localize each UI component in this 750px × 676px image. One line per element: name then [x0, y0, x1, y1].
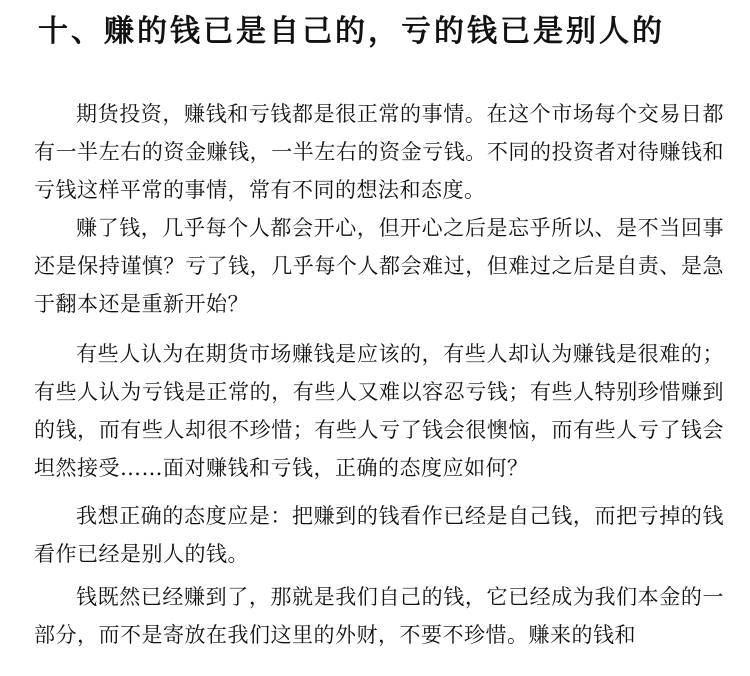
paragraph-3: 有些人认为在期货市场赚钱是应该的，有些人却认为赚钱是很难的；有些人认为亏钱是正常的，有些人又难以容忍亏钱；有些人特别珍惜赚到的钱，而有些人却很不珍惜；有些人亏了钱会很懊恼，而有些人亏了钱会坦然接受……面对赚钱和亏钱，正确的态度应如何？: [34, 342, 724, 480]
paragraph-2: 赚了钱，几乎每个人都会开心，但开心之后是忘乎所以、是不当回事还是保持谨慎？亏了钱，几乎每个人都会难过，但难过之后是自责、是急于翻本还是重新开始？: [34, 216, 724, 316]
paragraph-4: 我想正确的态度应是：把赚到的钱看作已经是自己钱，而把亏掉的钱看作已经是别人的钱。: [34, 504, 724, 566]
section-heading: 十、赚的钱已是自己的，亏的钱已是别人的: [38, 14, 665, 49]
paragraph-5: 钱既然已经赚到了，那就是我们自己的钱，它已经成为我们本金的一部分，而不是寄放在我们这里的外财，不要不珍惜。赚来的钱和: [34, 585, 724, 647]
paragraph-1: 期货投资，赚钱和亏钱都是很正常的事情。在这个市场每个交易日都有一半左右的资金赚钱，一半左右的资金亏钱。不同的投资者对待赚钱和亏钱这样平常的事情，常有不同的想法和态度。: [34, 102, 724, 202]
